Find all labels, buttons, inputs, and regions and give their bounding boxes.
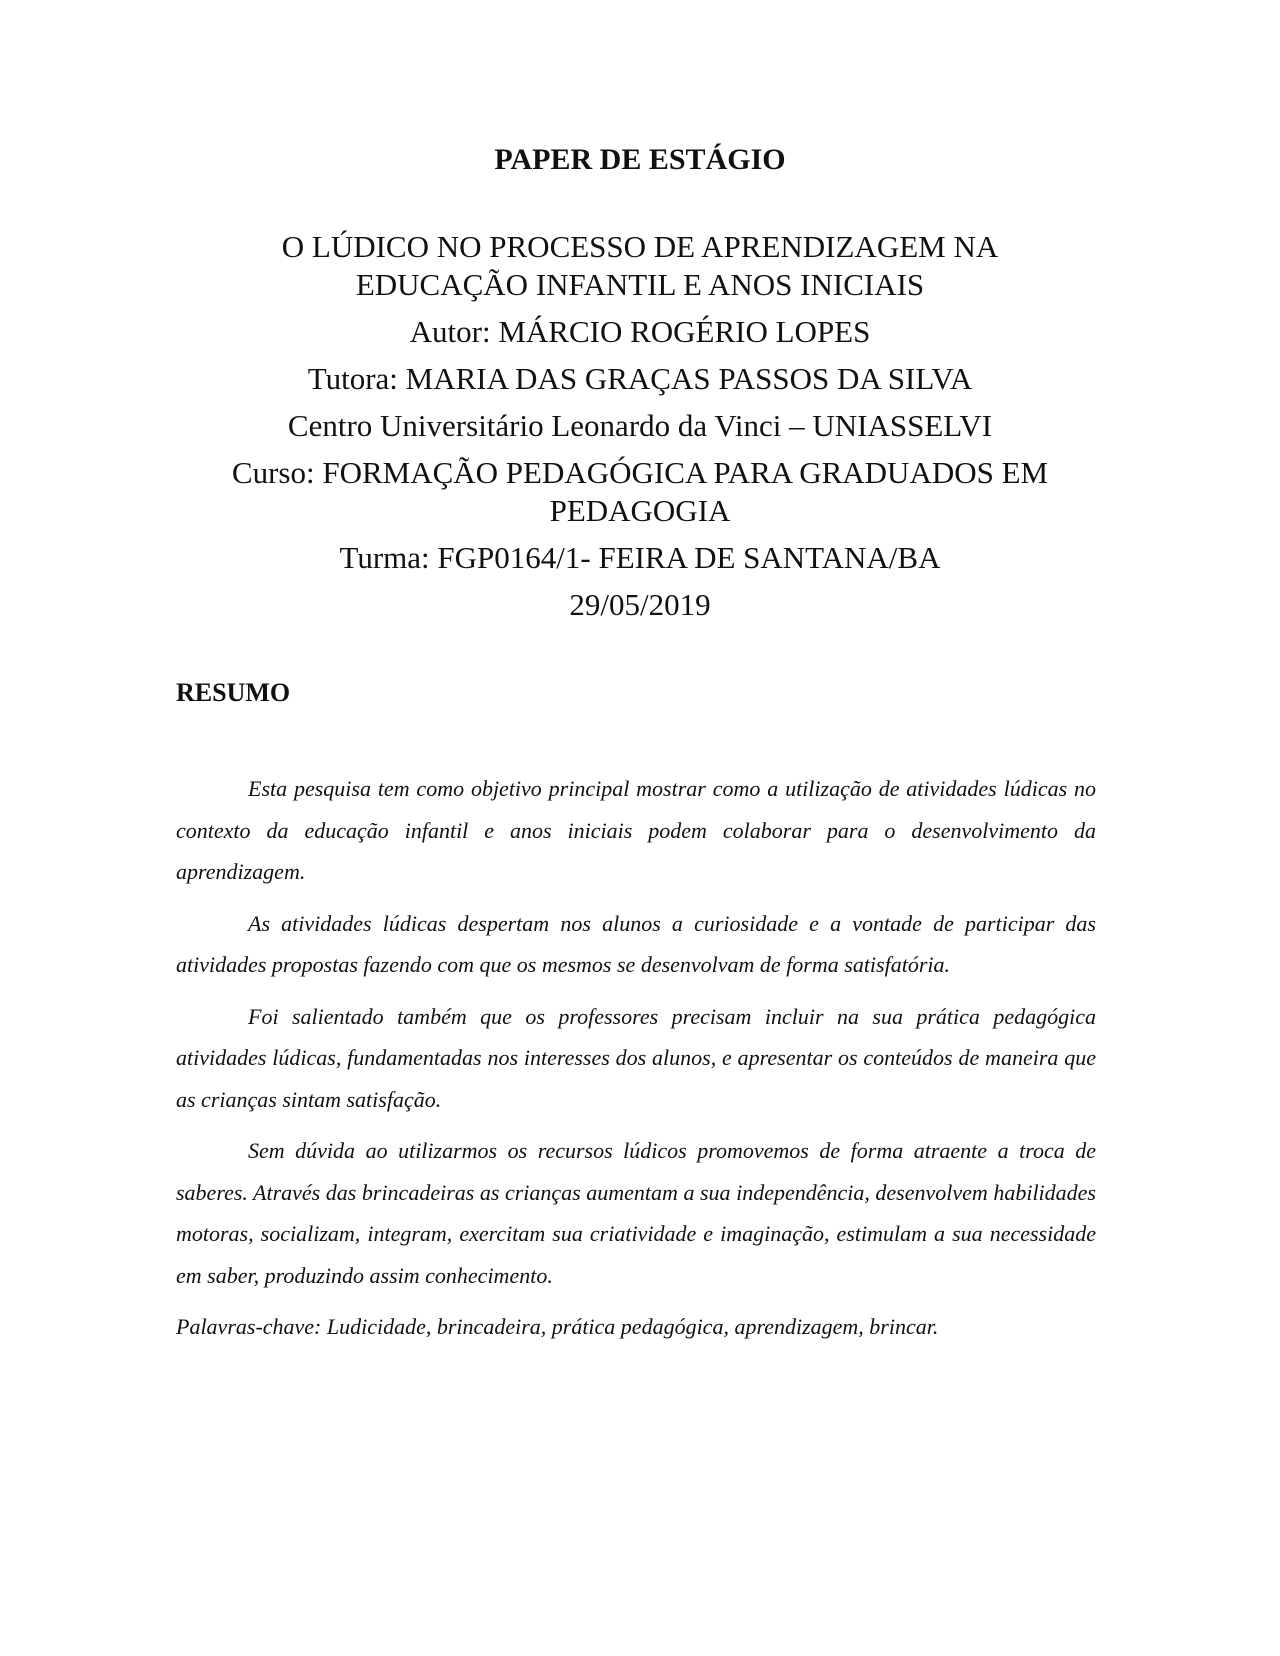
author-line: Autor: MÁRCIO ROGÉRIO LOPES [409, 314, 871, 349]
document-title: PAPER DE ESTÁGIO [494, 143, 786, 176]
institution-line: Centro Universitário Leonardo da Vinci – UNIASSELVI [287, 408, 993, 443]
abstract-paragraph: Sem dúvida ao utilizarmos os recursos lúdicos promovemos de forma atraente a troca de saberes. Através das brincadeiras as crianças aumentam a sua independência, desenvolvem habilidades motoras, socializam, integram, exercitam sua criatividade e imaginação, estimulam a sua necessidade em saber, produzindo assim conhecimento. [176, 1138, 1096, 1288]
topic-title-line-1: O LÚDICO NO PROCESSO DE APRENDIZAGEM NA [281, 229, 999, 264]
class-line: Turma: FGP0164/1- FEIRA DE SANTANA/BA [339, 540, 941, 575]
abstract-paragraph: As atividades lúdicas despertam nos alunos a curiosidade e a vontade de participar das atividades propostas fazendo com que os mesmos se desenvolvam de forma satisfatória. [176, 910, 1096, 977]
abstract-paragraph: Esta pesquisa tem como objetivo principal mostrar como a utilização de atividades lúdicas no contexto da educação infantil e anos iniciais podem colaborar para o desenvolvimento da aprendizagem. [176, 776, 1096, 884]
keywords-line: Palavras-chave: Ludicidade, brincadeira, prática pedagógica, aprendizagem, brincar. [176, 1314, 939, 1339]
date-line: 29/05/2019 [569, 587, 711, 622]
tutor-line: Tutora: MARIA DAS GRAÇAS PASSOS DA SILVA [307, 361, 973, 396]
course-line-1: Curso: FORMAÇÃO PEDAGÓGICA PARA GRADUADOS EM [231, 455, 1049, 490]
document-header [160, 228, 1120, 633]
abstract-paragraph: Foi salientado também que os professores precisam incluir na sua prática pedagógica atividades lúdicas, fundamentadas nos interesses dos alunos, e apresentar os conteúdos de maneira que as crianças sintam satisfação. [176, 1003, 1096, 1112]
course-line-2: PEDAGOGIA [549, 493, 731, 528]
abstract-heading: RESUMO [176, 678, 291, 707]
topic-title-line-2: EDUCAÇÃO INFANTIL E ANOS INICIAIS [355, 267, 925, 302]
abstract-body [176, 768, 1096, 1358]
